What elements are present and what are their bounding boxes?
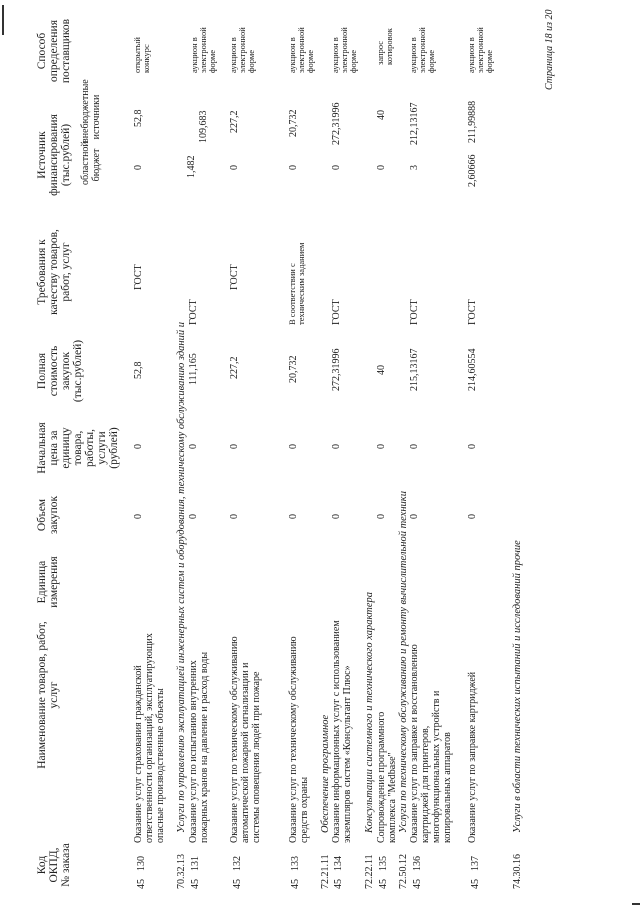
section-title: Консультации системного и технического характера	[364, 591, 375, 833]
header-source-regional: областной бюджет	[80, 141, 102, 185]
row-number: 132	[232, 856, 243, 871]
row-source-extra: 20,732	[288, 109, 299, 137]
row-name: Оказание услуг по техническому обслуживанию средств охраны	[288, 636, 310, 843]
row-total: 215,13167	[409, 348, 420, 391]
row-source-regional: 0	[133, 165, 144, 170]
row-total: 40	[376, 365, 387, 375]
row-requirements: ГОСТ	[409, 299, 420, 325]
section-code: 70.32.13	[176, 854, 187, 889]
row-total: 20,732	[288, 355, 299, 383]
row-source-regional: 0	[288, 165, 299, 170]
header-name: Наименование товаров, работ, услуг	[36, 621, 60, 769]
row-price: 0	[331, 444, 342, 449]
row-name: Сопровождение программного комплекса "Medbase"	[376, 711, 398, 843]
row-number: 136	[412, 856, 423, 871]
row-price: 0	[133, 444, 144, 449]
row-volume: 0	[467, 514, 478, 519]
row-volume: 0	[409, 514, 420, 519]
row-price: 0	[229, 444, 240, 449]
row-volume: 0	[188, 514, 199, 519]
row-total: 214,60554	[467, 348, 478, 391]
section-title: Обеспечение программное	[320, 714, 331, 833]
row-volume: 0	[133, 514, 144, 519]
section-code: 72.50.12	[398, 854, 409, 889]
row-source-extra: 52,8	[133, 109, 144, 127]
header-code: Код ОКПД, № заказа	[36, 843, 72, 887]
row-name: Оказание услуг по заправке и восстановлению картриджей для принтеров, многофункциональных устройств и копировальных аппаратов	[409, 644, 453, 843]
row-volume: 0	[229, 514, 240, 519]
row-requirements: ГОСТ	[133, 264, 144, 290]
section-title: Услуги по техническому обслуживанию и ремонту вычислительной техники	[398, 491, 409, 833]
row-requirements: В соответствии с техническим заданием	[287, 242, 306, 325]
header-method: Способ определения поставщиков	[36, 18, 72, 84]
row-source-regional: 0	[376, 165, 387, 170]
row-requirements: ГОСТ	[188, 299, 199, 325]
row-volume: 0	[288, 514, 299, 519]
row-code: 45	[232, 879, 243, 889]
row-source-regional: 3	[409, 165, 420, 170]
row-name: Оказание услуг по испытанию внутренних пожарных кранов на давление и расход воды	[188, 651, 210, 843]
row-total: 272,31996	[331, 348, 342, 391]
header-volume: Объем закупок	[36, 495, 60, 535]
header-requirements: Требования к качеству товаров, работ, услуг	[36, 229, 72, 315]
row-method: запрос котировок	[375, 28, 394, 65]
header-total: Полная стоимость закупок (тыс.рублей)	[36, 339, 84, 403]
row-source-extra: 227,2	[229, 110, 240, 133]
header-source: Источник финансирования (тыс.рублей)	[36, 114, 72, 196]
row-price: 0	[467, 444, 478, 449]
row-code: 45	[470, 879, 481, 889]
scan-mark-top	[2, 5, 4, 35]
section-title: Услуги в области технических испытаний и исследований прочие	[512, 540, 523, 833]
row-number: 131	[190, 856, 201, 871]
row-price: 0	[376, 444, 387, 449]
section-code: 74.30.16	[512, 854, 523, 889]
row-source-regional: 0	[229, 165, 240, 170]
row-method: аукцион в электронной форме	[330, 27, 358, 73]
row-requirements: ГОСТ	[467, 299, 478, 325]
row-number: 137	[470, 856, 481, 871]
row-method: аукцион в электронной форме	[189, 27, 217, 73]
row-code: 45	[290, 879, 301, 889]
row-name: Оказание услуг по техническому обслуживанию автоматической пожарной сигнализации и системы оповещения людей при пожаре	[229, 636, 262, 843]
row-requirements: ГОСТ	[229, 264, 240, 290]
row-name: Оказание услуг страхования гражданской ответственности организаций, эксплуатирующих опасные производственные объекты	[133, 633, 166, 843]
row-source-extra: 109,683	[198, 110, 209, 143]
row-total: 227,2	[229, 356, 240, 379]
header-unit: Единица измерения	[36, 556, 60, 608]
row-name: Оказание услуг по заправке картриджей	[467, 671, 478, 843]
row-source-extra: 212,13167	[409, 102, 420, 145]
row-name: Оказание информационных услуг с использованием экземпляров систем «Консультант Плюс»	[331, 620, 353, 843]
row-method: аукцион в электронной форме	[287, 27, 315, 73]
row-code: 45	[136, 879, 147, 889]
row-number: 134	[333, 856, 344, 871]
row-total: 52,8	[133, 361, 144, 379]
row-total: 111,165	[188, 353, 199, 385]
row-number: 135	[378, 856, 389, 871]
header-price: Начальная цена за единицу товара, работы, услуги (рублей)	[36, 422, 120, 474]
row-method: открытый конкурс	[132, 37, 151, 73]
row-code: 45	[190, 879, 201, 889]
page-number: Страница 18 из 20	[544, 9, 555, 90]
section-code: 72.21.11	[320, 854, 331, 889]
row-price: 0	[188, 444, 199, 449]
row-number: 130	[136, 856, 147, 871]
row-source-extra: 211,99888	[467, 100, 478, 143]
row-code: 45	[378, 879, 389, 889]
row-requirements: ГОСТ	[331, 299, 342, 325]
row-method: аукцион в электронной форме	[466, 27, 494, 73]
row-price: 0	[409, 444, 420, 449]
header-source-extra: внебюджетные источники	[80, 79, 102, 143]
row-code: 45	[333, 879, 344, 889]
row-code: 45	[412, 879, 423, 889]
row-volume: 0	[331, 514, 342, 519]
row-source-regional: 2,60666	[467, 154, 478, 187]
row-source-regional: 1,482	[186, 155, 197, 178]
row-volume: 0	[376, 514, 387, 519]
row-price: 0	[288, 444, 299, 449]
section-title: Услуги по управлению эксплуатацией инженерных систем и оборудования, техническому обслуживанию зданий и	[176, 321, 187, 833]
row-source-extra: 272,31996	[331, 102, 342, 145]
row-method: аукцион в электронной форме	[408, 27, 436, 73]
row-method: аукцион в электронной форме	[228, 27, 256, 73]
row-source-extra: 40	[376, 110, 387, 120]
row-number: 133	[290, 856, 301, 871]
section-code: 72.22.11	[364, 854, 375, 889]
row-source-regional: 0	[331, 165, 342, 170]
